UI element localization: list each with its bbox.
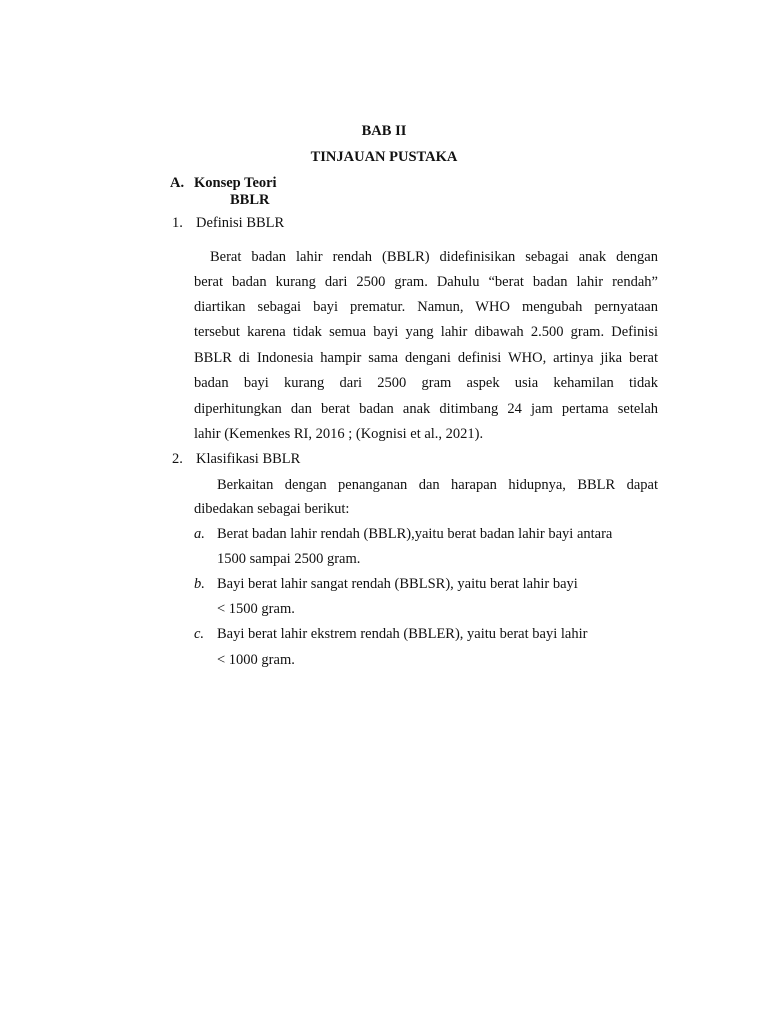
subitem-a-marker: a. bbox=[194, 526, 205, 542]
item-1-paragraph-line: diperhitungkan dan berat badan anak ditimbang 24 jam pertama setelah bbox=[194, 401, 658, 417]
section-a-title: Konsep Teori bbox=[194, 175, 277, 191]
item-1-paragraph-line: BBLR di Indonesia hampir sama dengani definisi WHO, artinya jika berat bbox=[194, 350, 658, 366]
subitem-b-text: Bayi berat lahir sangat rendah (BBLSR), yaitu berat lahir bayi bbox=[217, 576, 578, 592]
subitem-c-marker: c. bbox=[194, 626, 205, 642]
chapter-title: TINJAUAN PUSTAKA bbox=[310, 149, 458, 165]
item-1-title: Definisi BBLR bbox=[196, 215, 285, 231]
subitem-b-marker: b. bbox=[194, 576, 205, 592]
subitem-c-text-cont: < 1000 gram. bbox=[217, 652, 295, 668]
item-2-marker: 2. bbox=[172, 451, 183, 467]
chapter-heading: BAB II bbox=[361, 123, 407, 139]
item-2-title: Klasifikasi BBLR bbox=[196, 451, 301, 467]
item-2-intro-line: dibedakan sebagai berikut: bbox=[194, 501, 350, 517]
subitem-b-text-cont: < 1500 gram. bbox=[217, 601, 295, 617]
item-1-paragraph-line: badan bayi kurang dari 2500 gram aspek usia kehamilan tidak bbox=[194, 375, 658, 391]
item-1-paragraph-line: Berat badan lahir rendah (BBLR) didefinisikan sebagai anak dengan bbox=[210, 249, 658, 265]
section-a-marker: A. bbox=[170, 175, 185, 191]
item-1-paragraph-line: tersebut karena tidak semua bayi yang lahir dibawah 2.500 gram. Definisi bbox=[194, 324, 658, 340]
subitem-a-text: Berat badan lahir rendah (BBLR),yaitu berat badan lahir bayi antara bbox=[217, 526, 613, 542]
item-2-intro-line: Berkaitan dengan penanganan dan harapan hidupnya, BBLR dapat bbox=[217, 477, 658, 493]
item-1-marker: 1. bbox=[172, 215, 183, 231]
item-1-paragraph-line: lahir (Kemenkes RI, 2016 ; (Kognisi et al., 2021). bbox=[194, 426, 484, 442]
section-a-subtitle: BBLR bbox=[230, 192, 270, 208]
subitem-c-text: Bayi berat lahir ekstrem rendah (BBLER), yaitu berat bayi lahir bbox=[217, 626, 588, 642]
item-1-paragraph-line: diartikan sebagai bayi prematur. Namun, WHO mengubah pernyataan bbox=[194, 299, 658, 315]
subitem-a-text-cont: 1500 sampai 2500 gram. bbox=[217, 551, 361, 567]
item-1-paragraph-line: berat badan kurang dari 2500 gram. Dahulu “berat badan lahir rendah” bbox=[194, 274, 658, 290]
